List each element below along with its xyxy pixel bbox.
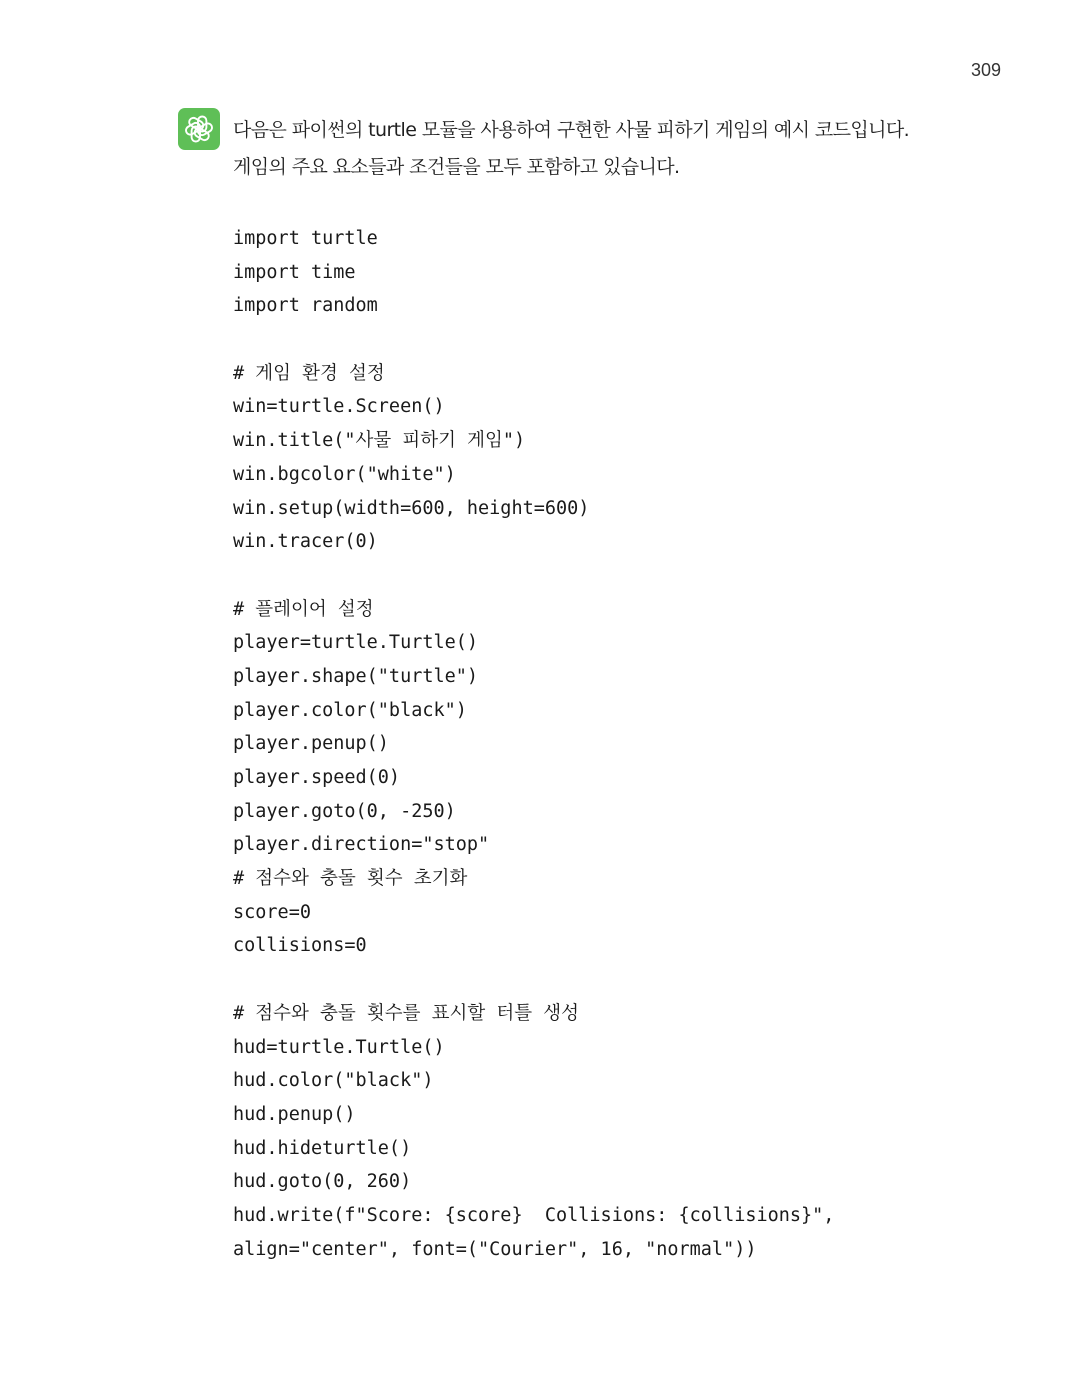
page-number: 309 [970, 60, 1001, 80]
code-line: hud.color("black") [233, 1070, 434, 1092]
code-line: score=0 [233, 901, 311, 923]
chatgpt-logo-icon [178, 108, 220, 150]
code-line: player.speed(0) [233, 767, 401, 788]
code-comment-line: # 점수와 충돌 횟수를 표시할 터틀 생성 [233, 1002, 580, 1024]
code-blank-line [233, 963, 1013, 997]
code-line: collisions=0 [233, 935, 367, 957]
code-line: hud.goto(0, 260) [233, 1171, 412, 1193]
code-line: hud.write(f"Score: {score} Collisions: {collisions}", [233, 1204, 835, 1226]
code-line: player.penup() [233, 733, 389, 755]
code-line: player=turtle.Turtle() [233, 632, 479, 654]
code-block [233, 222, 1013, 1266]
code-blank-line [233, 323, 1013, 357]
code-comment-line: # 게임 환경 설정 [233, 362, 385, 384]
code-line: align="center", font=("Courier", 16, "normal")) [233, 1238, 757, 1260]
code-line: player.shape("turtle") [233, 665, 479, 687]
code-line: hud.hideturtle() [233, 1137, 412, 1159]
code-line: player.goto(0, -250) [233, 800, 456, 822]
code-line: import turtle [233, 228, 378, 249]
code-line: hud.penup() [233, 1103, 356, 1125]
code-line: win.setup(width=600, height=600) [233, 497, 590, 519]
intro-line-1: 다음은 파이썬의 turtle 모듈을 사용하여 구현한 사물 피하기 게임의 예시 코드입니다. [233, 119, 910, 141]
intro-paragraph [233, 112, 993, 186]
code-line: import random [233, 295, 378, 317]
intro-line-2: 게임의 주요 요소들과 조건들을 모두 포함하고 있습니다. [233, 156, 680, 178]
openai-knot-icon [183, 113, 215, 145]
code-line: import time [233, 261, 356, 283]
code-line: win.tracer(0) [233, 531, 378, 553]
code-comment-line: # 플레이어 설정 [233, 598, 374, 620]
code-line: win.title("사물 피하기 게임") [233, 430, 526, 452]
logo-knot-loop [188, 116, 205, 131]
code-line: player.direction="stop" [233, 834, 490, 856]
code-line: hud=turtle.Turtle() [233, 1036, 445, 1058]
code-line: win.bgcolor("white") [233, 463, 456, 485]
code-comment-line: # 점수와 충돌 횟수 초기화 [233, 868, 468, 890]
code-line: player.color("black") [233, 699, 467, 721]
code-line: win=turtle.Screen() [233, 396, 445, 418]
code-blank-line [233, 559, 1013, 593]
